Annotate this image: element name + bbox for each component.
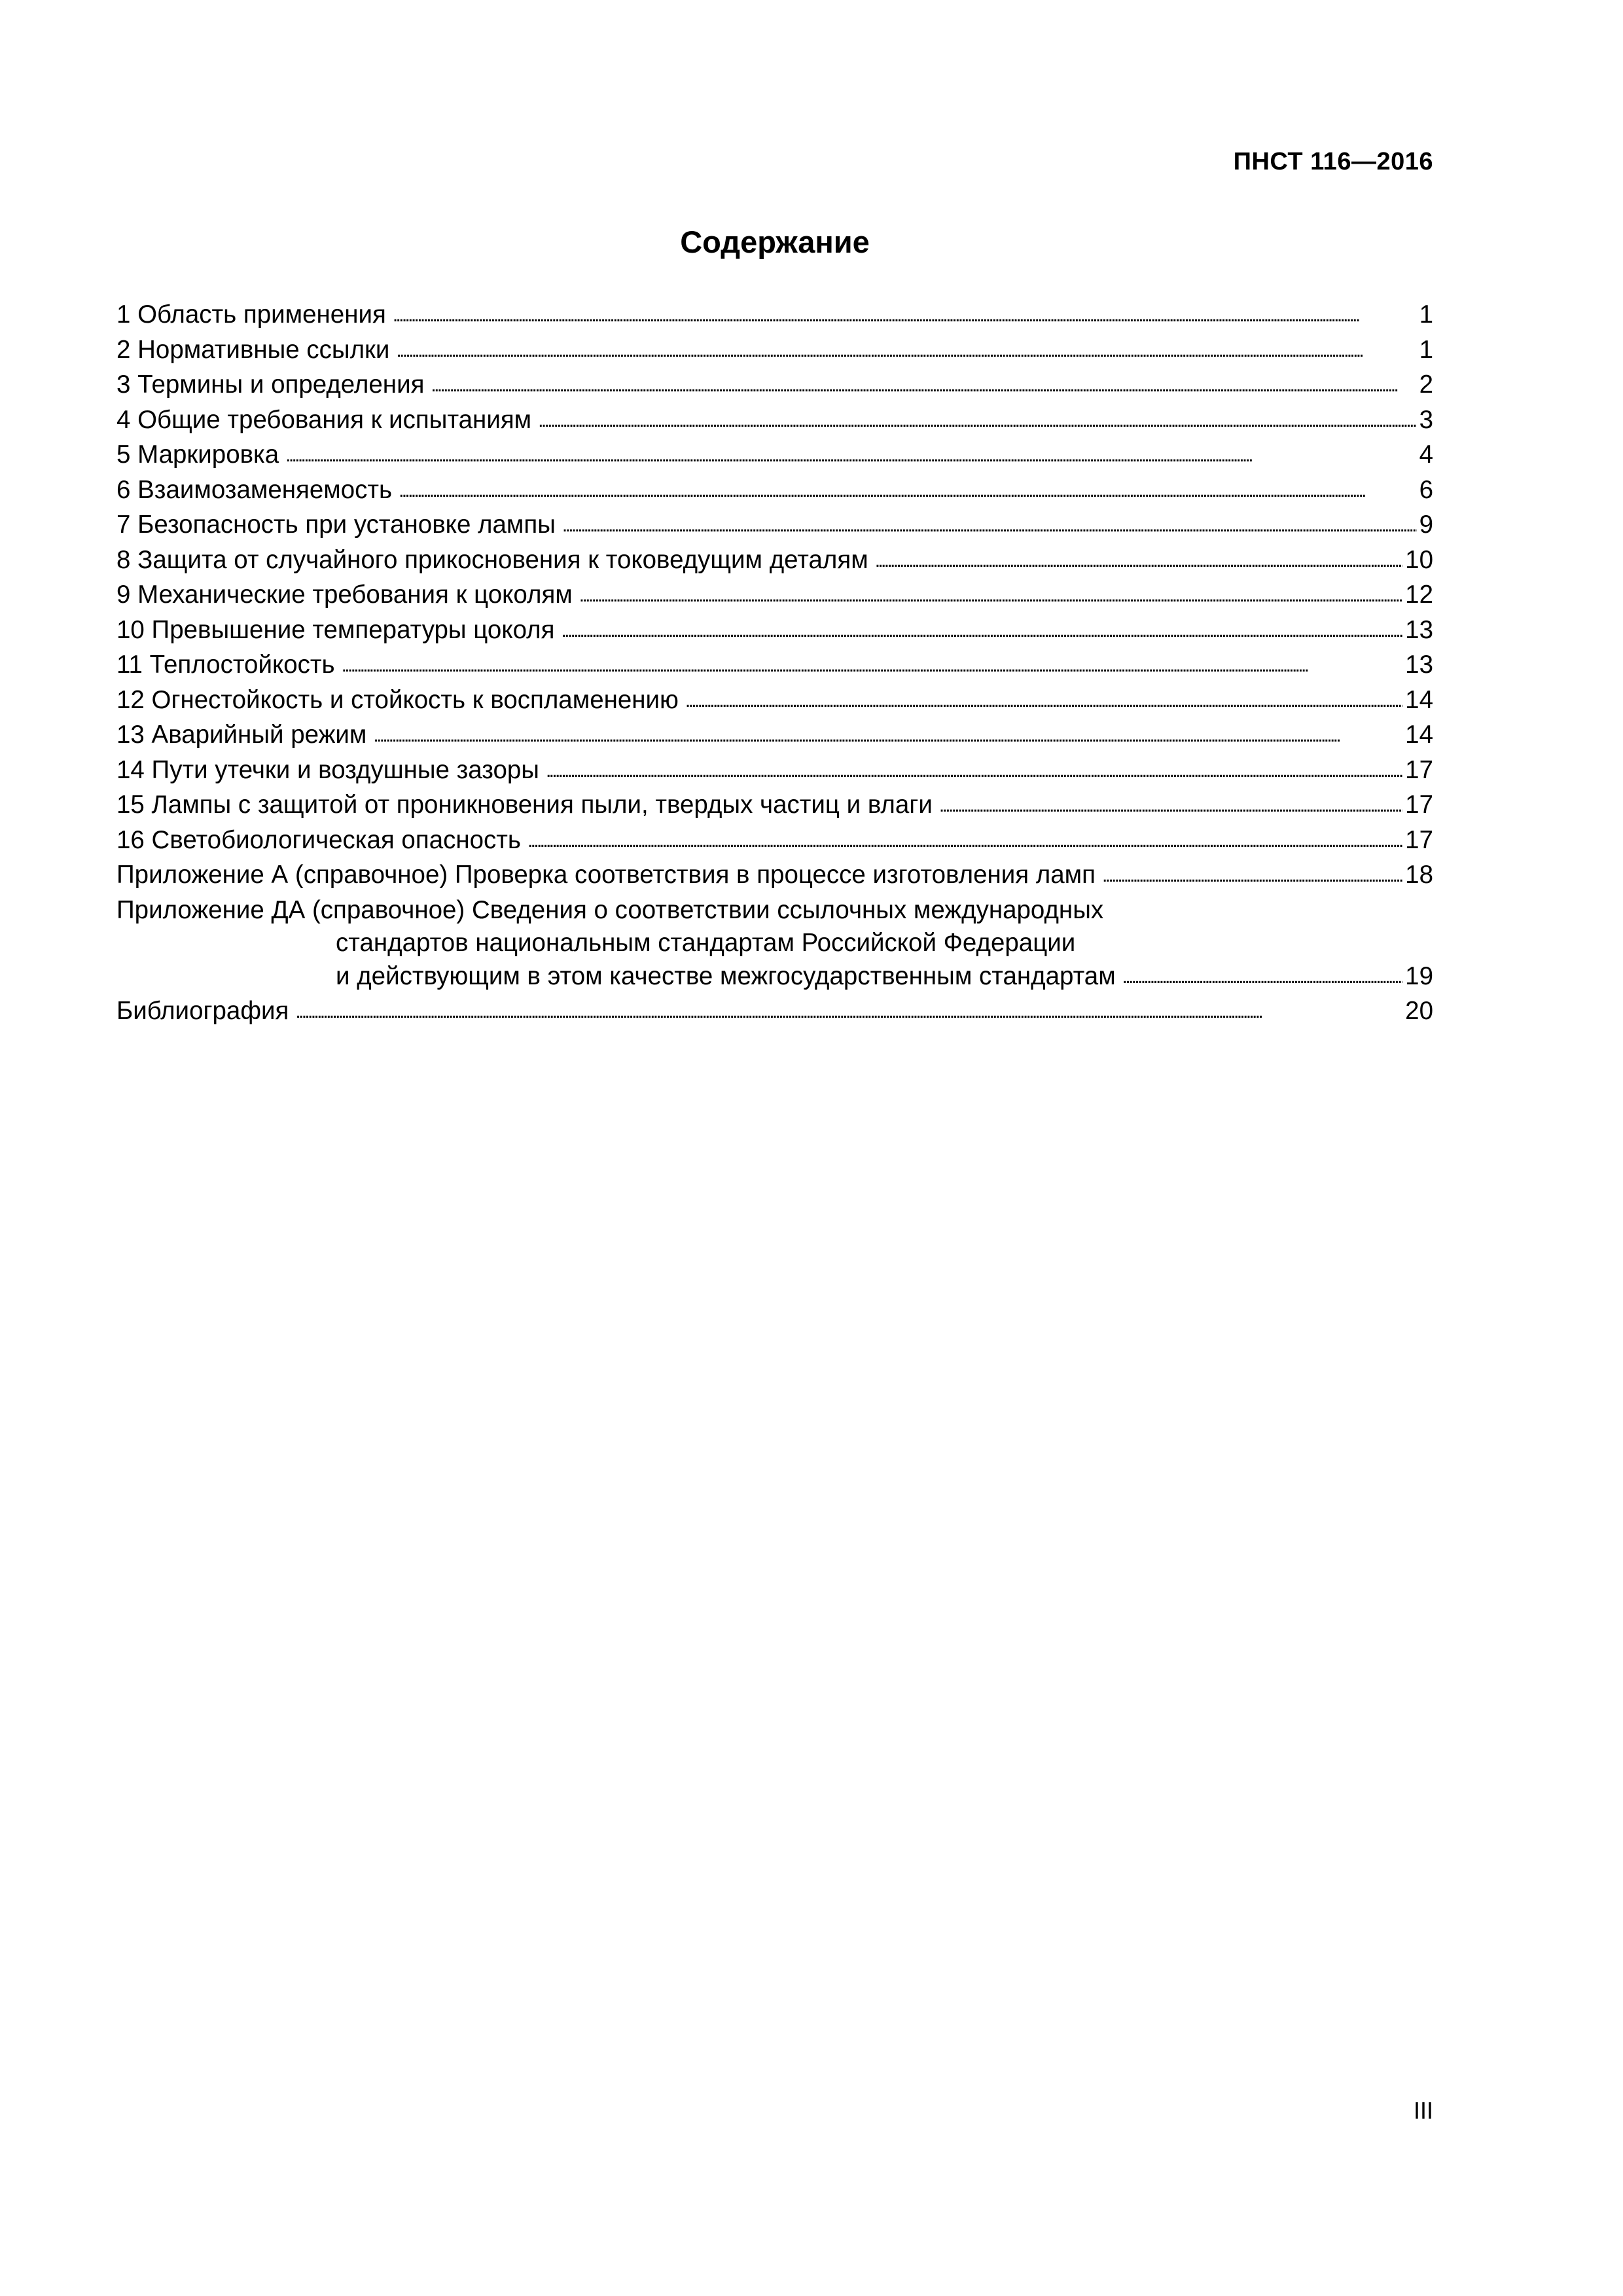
dot-leader (373, 717, 1402, 753)
dot-leader (562, 507, 1417, 543)
toc-entry[interactable] (116, 649, 1433, 684)
dot-leader (875, 543, 1402, 578)
toc-entry[interactable] (116, 439, 1433, 474)
table-of-contents (116, 298, 1433, 1030)
toc-entry-page: 4 (1419, 440, 1433, 469)
toc-entry-page: 2 (1419, 370, 1433, 399)
dot-leader (561, 613, 1402, 648)
toc-entry-page: 14 (1405, 721, 1433, 749)
toc-entry-page: 17 (1405, 825, 1433, 854)
toc-entry-page: 1 (1419, 300, 1433, 329)
toc-entry-title: 12 Огнестойкость и стойкость к воспламенению (116, 685, 679, 714)
toc-entry[interactable] (116, 859, 1433, 894)
toc-entry-page: 13 (1405, 615, 1433, 644)
toc-annex-da-line-2[interactable]: стандартов национальным стандартам Российской Федерации (336, 929, 1076, 957)
dot-leader (399, 473, 1416, 508)
toc-entry[interactable] (116, 544, 1433, 579)
toc-annex-da-line-3[interactable] (116, 960, 1433, 996)
dot-leader (939, 787, 1402, 823)
toc-entry-page: 14 (1405, 685, 1433, 714)
dot-leader (579, 577, 1402, 613)
dot-leader (342, 647, 1403, 683)
toc-entry-title: 11 Теплостойкость (116, 651, 335, 679)
toc-entry-title: 9 Механические требования к цоколям (116, 581, 573, 609)
toc-entry-page: 1 (1419, 335, 1433, 364)
dot-leader (527, 823, 1402, 858)
toc-entry[interactable] (116, 298, 1433, 334)
toc-entry-page: 9 (1419, 511, 1433, 539)
dot-leader (396, 332, 1416, 368)
toc-entry-title: 7 Безопасность при установке лампы (116, 511, 556, 539)
toc-entry-page: 19 (1405, 961, 1433, 990)
document-code: ПНСТ 116—2016 (1233, 148, 1433, 175)
toc-entry[interactable] (116, 684, 1433, 719)
toc-entry[interactable] (116, 754, 1433, 789)
dot-leader (1102, 857, 1402, 893)
dot-leader (295, 994, 1402, 1029)
dot-leader (538, 403, 1416, 438)
toc-entry-page: 13 (1405, 651, 1433, 679)
toc-entry[interactable] (116, 509, 1433, 544)
toc-entry-title: 16 Светобиологическая опасность (116, 825, 521, 854)
toc-entry-page: 18 (1405, 861, 1433, 889)
toc-entry-title: 14 Пути утечки и воздушные зазоры (116, 755, 539, 784)
toc-entry-title: Библиография (116, 997, 289, 1025)
toc-entry-page: 17 (1405, 755, 1433, 784)
toc-entry[interactable] (116, 334, 1433, 369)
toc-entry[interactable] (116, 614, 1433, 649)
toc-entry-title: 5 Маркировка (116, 440, 279, 469)
toc-entry[interactable] (116, 404, 1433, 439)
dot-leader (431, 367, 1416, 403)
dot-leader (285, 437, 1416, 473)
toc-entry-page: 6 (1419, 475, 1433, 504)
toc-entry-page: 3 (1419, 405, 1433, 434)
toc-entry[interactable] (116, 368, 1433, 404)
dot-leader (393, 297, 1417, 332)
toc-entry-bibliography[interactable] (116, 995, 1433, 1030)
toc-entry-title: Приложение А (справочное) Проверка соответствия в процессе изготовления ламп (116, 861, 1096, 889)
toc-entry-title: 15 Лампы с защитой от проникновения пыли, твердых частиц и влаги (116, 791, 933, 819)
page-number: III (1413, 2097, 1433, 2124)
toc-entry-page: 20 (1405, 997, 1433, 1025)
toc-entry[interactable] (116, 474, 1433, 509)
toc-entry[interactable] (116, 579, 1433, 614)
toc-entry[interactable] (116, 719, 1433, 754)
dot-leader (1122, 959, 1403, 994)
toc-entry-title: 4 Общие требования к испытаниям (116, 405, 532, 434)
toc-entry-title: 10 Превышение температуры цоколя (116, 615, 555, 644)
toc-annex-da-line-1[interactable]: Приложение ДА (справочное) Сведения о соответствии ссылочных международных (116, 895, 1104, 924)
toc-entry-page: 17 (1405, 791, 1433, 819)
toc-entry[interactable] (116, 789, 1433, 824)
toc-entry-title: 8 Защита от случайного прикосновения к токоведущим деталям (116, 545, 868, 574)
dot-leader (685, 683, 1402, 718)
toc-heading: Содержание (680, 224, 870, 259)
toc-entry-title: 3 Термины и определения (116, 370, 425, 399)
toc-entry-page: 12 (1405, 581, 1433, 609)
toc-entry-title: 1 Область применения (116, 300, 386, 329)
toc-entry-title: 6 Взаимозаменяемость (116, 475, 393, 504)
toc-entry-title: и действующим в этом качестве межгосударственным стандартам (336, 961, 1116, 990)
dot-leader (546, 753, 1402, 788)
toc-entry-page: 10 (1405, 545, 1433, 574)
toc-entry-title: 2 Нормативные ссылки (116, 335, 390, 364)
toc-entry[interactable] (116, 824, 1433, 859)
toc-entry-title: 13 Аварийный режим (116, 721, 367, 749)
